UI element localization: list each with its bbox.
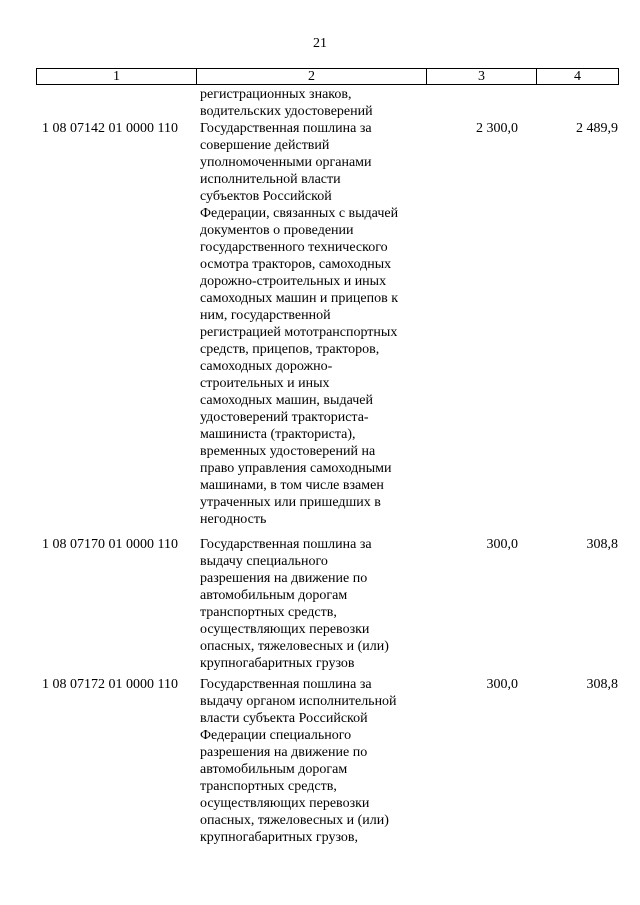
description-line: Государственная пошлина за (200, 677, 372, 692)
table-header (36, 68, 619, 85)
description-line: крупногабаритных грузов (200, 656, 355, 671)
value-col-4: 2 489,9 (576, 121, 618, 136)
description-line: машинами, в том числе взамен (200, 478, 384, 493)
description-line: Государственная пошлина за (200, 121, 372, 136)
value-col-4: 308,8 (586, 537, 618, 552)
description-line: строительных и иных (200, 376, 330, 391)
header-col-1: 1 (113, 69, 120, 84)
description-line: документов о проведении (200, 223, 354, 238)
description-line: опасных, тяжеловесных и (или) (200, 813, 389, 828)
value-col-3: 2 300,0 (476, 121, 518, 136)
description-line: совершение действий (200, 138, 330, 153)
description-line: разрешения на движение по (200, 571, 368, 586)
description-line: автомобильным дорогам (200, 762, 348, 777)
row-description (200, 676, 425, 846)
description-line: осуществляющих перевозки (200, 622, 370, 637)
description-line: водительских удостоверений (200, 104, 373, 119)
description-line: крупногабаритных грузов, (200, 830, 359, 845)
description-line: самоходных машин и прицепов к (200, 291, 399, 306)
row-description (200, 536, 425, 672)
continued-description (200, 86, 430, 120)
row-description (200, 120, 425, 528)
description-line: выдачу органом исполнительной (200, 694, 397, 709)
description-line: опасных, тяжеловесных и (или) (200, 639, 389, 654)
description-line: удостоверений тракториста- (200, 410, 369, 425)
description-line: самоходных машин, выдачей (200, 393, 373, 408)
header-col-4: 4 (536, 69, 618, 84)
header-col-3: 3 (426, 69, 536, 84)
page-number: 21 (313, 36, 327, 51)
description-line: субъектов Российской (200, 189, 332, 204)
budget-code: 1 08 07170 01 0000 110 (42, 537, 178, 552)
description-line: разрешения на движение по (200, 745, 368, 760)
description-line: автомобильным дорогам (200, 588, 348, 603)
description-line: ним, государственной (200, 308, 331, 323)
value-col-3: 300,0 (486, 537, 518, 552)
description-line: регистрацией мототранспортных (200, 325, 398, 340)
description-line: утраченных или пришедших в (200, 495, 381, 510)
description-line: Государственная пошлина за (200, 537, 372, 552)
description-line: исполнительной власти (200, 172, 341, 187)
description-line: транспортных средств, (200, 605, 337, 620)
description-line: средств, прицепов, тракторов, (200, 342, 380, 357)
description-line: временных удостоверений на (200, 444, 376, 459)
description-line: право управления самоходными (200, 461, 392, 476)
description-line: Федерации, связанных с выдачей (200, 206, 399, 221)
description-line: власти субъекта Российской (200, 711, 368, 726)
description-line: осмотра тракторов, самоходных (200, 257, 392, 272)
description-line: осуществляющих перевозки (200, 796, 370, 811)
description-line: Федерации специального (200, 728, 352, 743)
header-col-2: 2 (196, 69, 426, 84)
description-line: негодность (200, 512, 267, 527)
value-col-4: 308,8 (586, 677, 618, 692)
description-line: дорожно-строительных и иных (200, 274, 387, 289)
value-col-3: 300,0 (486, 677, 518, 692)
description-line: транспортных средств, (200, 779, 337, 794)
budget-code: 1 08 07142 01 0000 110 (42, 121, 178, 136)
description-line: машиниста (тракториста), (200, 427, 356, 442)
description-line: государственного технического (200, 240, 388, 255)
description-line: регистрационных знаков, (200, 87, 352, 102)
description-line: самоходных дорожно- (200, 359, 333, 374)
budget-code: 1 08 07172 01 0000 110 (42, 677, 178, 692)
description-line: уполномоченными органами (200, 155, 372, 170)
description-line: выдачу специального (200, 554, 328, 569)
